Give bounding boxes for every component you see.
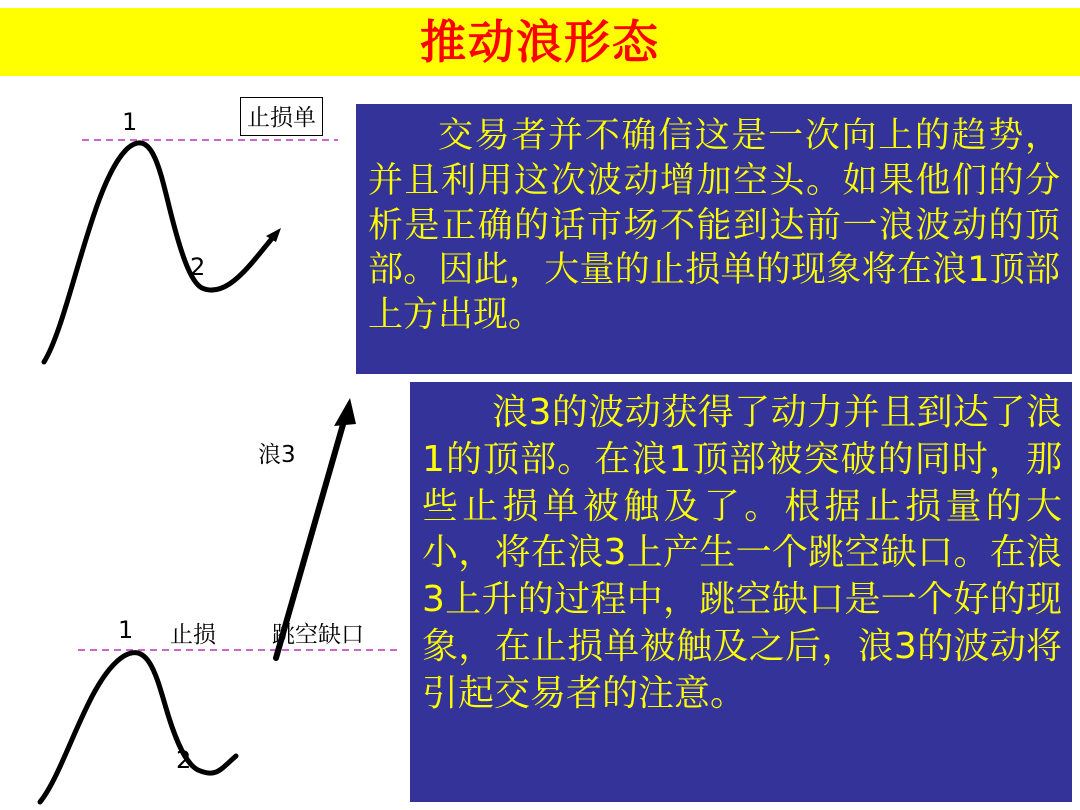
label-wave-2-top: 2 bbox=[190, 253, 206, 281]
explanation-text-top: 交易者并不确信这是一次向上的趋势，并且利用这次波动增加空头。如果他们的分析是正确的话市场不能到达前一浪波动的顶部。因此，大量的止损单的现象将在浪1顶部上方出现。 bbox=[368, 116, 1060, 336]
wave-path-top bbox=[44, 143, 274, 362]
wave-diagram-bottom bbox=[0, 378, 410, 810]
label-wave-1-top: 1 bbox=[122, 108, 138, 136]
label-wave-2-bottom: 2 bbox=[176, 746, 192, 774]
explanation-panel-bottom bbox=[410, 382, 1072, 802]
label-wave-3: 浪3 bbox=[258, 442, 296, 468]
wave-diagram-top bbox=[0, 90, 356, 380]
wave-path-bottom bbox=[40, 653, 236, 802]
label-stop-order-box: 止损单 bbox=[240, 97, 323, 136]
label-wave-1-bottom: 1 bbox=[118, 616, 134, 644]
explanation-text-bottom: 浪3的波动获得了动力并且到达了浪1的顶部。在浪1顶部被突破的同时，那些止损单被触及了。根据止损量的大小，将在浪3上产生一个跳空缺口。在浪3上升的过程中，跳空缺口是一个好的现象，在止损单被触及之后，浪3的波动将引起交易者的注意。 bbox=[422, 392, 1062, 714]
arrow-head-wave3 bbox=[334, 398, 356, 426]
label-stop-loss: 止损 bbox=[170, 622, 216, 648]
explanation-panel-top bbox=[356, 104, 1072, 374]
page-title: 推动浪形态 bbox=[420, 15, 660, 69]
wave-chart-bottom-svg bbox=[0, 378, 410, 810]
label-gap: 跳空缺口 bbox=[272, 622, 364, 648]
title-banner bbox=[0, 8, 1080, 76]
